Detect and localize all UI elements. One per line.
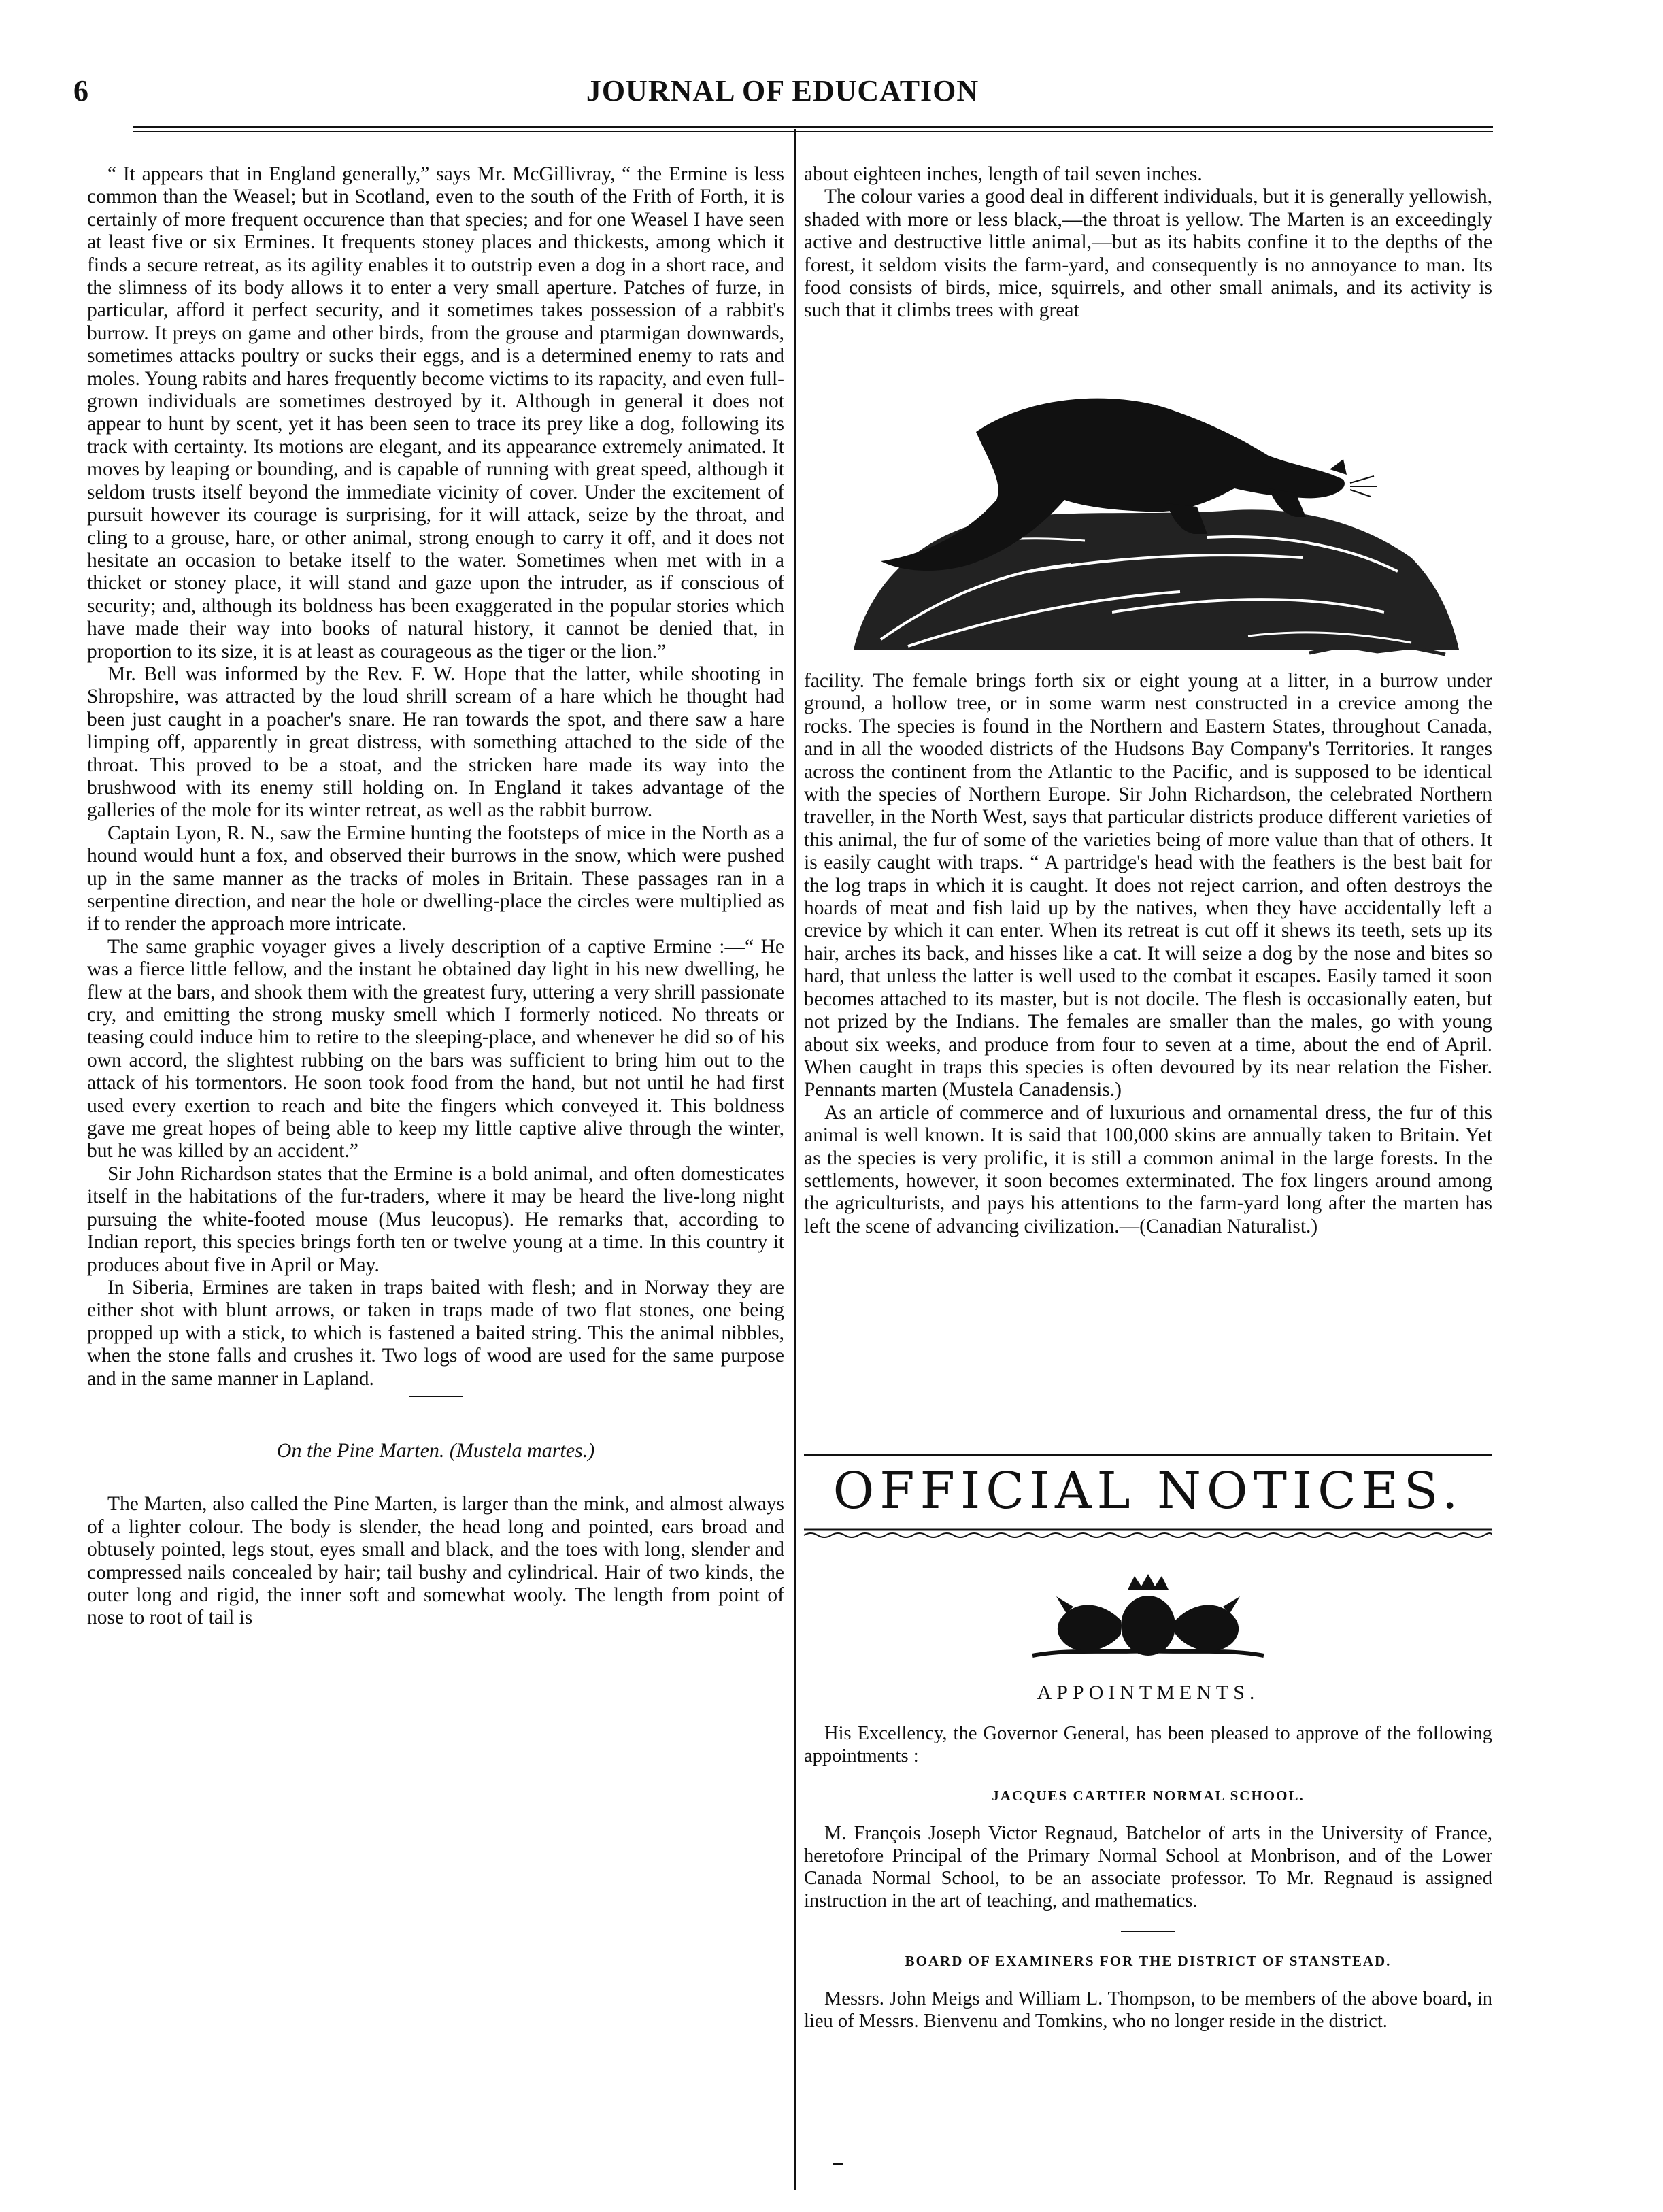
appointments-heading: APPOINTMENTS. xyxy=(1037,1681,1260,1704)
header-rule xyxy=(133,126,1493,128)
header-rule-thin xyxy=(133,131,1493,132)
right-column-middle xyxy=(804,670,1492,1238)
official-top-rule xyxy=(804,1454,1492,1456)
ermine-paragraph-5: Sir John Richardson states that the Ermine is a bold animal, and often domesticates itself in the habitations of the fur-traders, where it may be heard the live-long night pursuing the white-footed mouse (Mus leucopus). He remarks that, according to Indian report, this species brings forth ten or twelve young at a time. In this country it produces about five in April or May. xyxy=(87,1162,784,1276)
ermine-paragraph-4: The same graphic voyager gives a lively description of a captive Ermine :—“ He was a fierce little fellow, and the instant he obtained day light in his new dwelling, he flew at the bars, and shook them with the greatest fury, uttering a very shrill passionate cry, and emitting the strong musky smell which I formerly noticed. No threats or teasing could induce him to retire to the sleeping-place, and whenever he did so of his own accord, the slightest rubbing on the bars was sufficient to bring him out to the attack of his tormentors. He soon took food from the hand, but not until he had first used every exertion to reach and bite the fingers which conveyed it. This boldness gave me great hopes of being able to keep my little captive alive through the winter, but he was killed by an accident.” xyxy=(87,935,784,1162)
official-divider xyxy=(1121,1931,1175,1932)
royal-arms-emblem xyxy=(1026,1573,1271,1661)
official-notices-title: OFFICIAL NOTICES. xyxy=(833,1462,1464,1520)
ermine-paragraph-1: “ It appears that in England generally,” says Mr. McGillivray, “ the Ermine is less common than the Weasel; but in Scotland, even to the south of the Frith of Forth, it is certainly of more frequent occurence than that species; and for one Weasel I have seen at least five or six Ermines. It frequents stoney places and thickests, among which it finds a secure retreat, as its agility enables it to outstrip even a dog in a short race, and the slimness of its body allows it to enter a very small aperture. Patches of furze, in particular, afford it perfect security, and it sometimes takes possession of a rabbit's burrow. It preys on game and other birds, from the grouse and ptarmigan downwards, sometimes attacks poultry or sucks their eggs, and is a determined enemy to rats and moles. Young rabits and hares frequently become victims to its rapacity, and even full-grown individuals are sometimes destroyed by it. Although in general it does not appear to hunt by scent, yet it has been seen to trace its prey like a dog, following its track with certainty. Its motions are elegant, and its appearance extremely animated. It moves by leaping or bounding, and is capable of running with great speed, although it seldom trusts itself beyond the immediate vicinity of cover. Under the excitement of pursuit however its courage is surprising, for it will attack, seize by the throat, and cling to a grouse, hare, or other animal, strong enough to carry it off, and it does not hesitate an occasion to betake itself to the water. Sometimes when met with in a thicket or stoney place, it will stand and gaze upon the intruder, as if conscious of security; and, although its boldness has been exaggerated in the popular stories which have made their way into books of natural history, it cannot be denied that, in proportion to its size, it is at least as courageous as the tiger or the lion.” xyxy=(87,163,784,663)
marten-colour-paragraph: The colour varies a good deal in different individuals, but it is generally yellowish, shaded with more or less black,—the throat is yellow. The Marten is an exceedingly active and destructive little animal,—but as its habits confine it to the depths of the forest, it seldom visits the farm-yard, and consequently is no annoyance to man. Its food consists of birds, mice, squirrels, and other small animals, and its activity is such that it climbs trees with great xyxy=(804,186,1492,322)
wavy-rule xyxy=(804,1527,1492,1539)
marten-habits-paragraph: facility. The female brings forth six or eight young at a litter, in a burrow under ground, a hollow tree, or in some warm nest constructed in a crevice among the rocks. The species is found in the Northern and Eastern States, throughout Canada, and in all the wooded districts of the Hudsons Bay Company's Territories. It ranges across the continent from the Atlantic to the Pacific, and is supposed to be identical with the species of Northern Europe. Sir John Richardson, the celebrated Northern traveller, in the North West, says that particular districts produce different varieties of this animal, the fur of some of the varieties being of more value than that of others. It is easily caught with traps. “ A partridge's head with the feathers is the best bait for the log traps in which it is caught. It does not reject carrion, and often destroys the hoards of meat and fish laid up by the natives, when they have accidentally left a crevice by which it can enter. When its retreat is cut off it shews its teeth, sets up its hair, arches its back, and hisses like a cat. It will seize a dog by the nose and bites so hard, that unless the latter is well used to the combat it escapes. Easily tamed it soon becomes attached to its master, but is not docile. The flesh is occasionally eaten, but not prized by the Indians. The females are smaller than the males, go with young about six weeks, and produce from four to seven at a time, about the end of April. When caught in traps this species is often devoured by its near relation the Fisher. Pennants marten (Mustela Canadensis.) xyxy=(804,670,1492,1101)
page-number: 6 xyxy=(73,74,88,107)
section-divider xyxy=(409,1396,463,1397)
marten-commerce-paragraph: As an article of commerce and of luxurious and ornamental dress, the fur of this animal is well known. It is said that 100,000 skins are annually taken to Britain. Yet as the species is very prolific, it is still a common animal in the large forests. In the settlements, however, it soon becomes exterminated. The fox lingers around among the agriculturists, and pays his attentions to the farm-yard long after the marten has left the scene of advancing civilization.—(Canadian Naturalist.) xyxy=(804,1101,1492,1237)
board-appointment: Messrs. John Meigs and William L. Thompson, to be members of the above board, in lieu of Messrs. Bienvenu and Tomkins, who no longer reside in the district. xyxy=(804,1988,1492,2032)
appointments-intro: His Excellency, the Governor General, has been pleased to approve of the following appointments : xyxy=(804,1723,1492,1766)
appointment-regnaud: M. François Joseph Victor Regnaud, Batchelor of arts in the University of France, heretofore Principal of the Primary Normal School at Monbrison, and of the Lower Canada Normal School, to be an associate professor. To Mr. Regnaud is assigned instruction in the art of teaching, and mathematics. xyxy=(804,1823,1492,1911)
marten-paragraph: The Marten, also called the Pine Marten, is larger than the mink, and almost always of a lighter colour. The body is slender, the head long and pointed, ears broad and obtusely pointed, legs stout, eyes small and black, and the toes with long, slender and compressed nails concealed by hair; tail bushy and cylindrical. Hair of two kinds, the outer long and rigid, the inner soft and somewhat wooly. The length from point of nose to root of tail is xyxy=(87,1493,784,1629)
right-column-top xyxy=(804,163,1492,322)
marten-continued: about eighteen inches, length of tail seven inches. xyxy=(804,163,1203,185)
column-divider xyxy=(794,129,796,2190)
ermine-paragraph-3: Captain Lyon, R. N., saw the Ermine hunting the footsteps of mice in the North as a hound would hunt a fox, and observed their burrows in the snow, which were pushed up in the same manner as the tracks of moles in Britain. These passages ran in a serpentine direction, and near the hole or dwelling-place the circles were multiplied as if to render the approach more intricate. xyxy=(87,822,784,935)
section-title: On the Pine Marten. (Mustela martes.) xyxy=(276,1439,595,1462)
rock-base xyxy=(854,509,1459,654)
official-body xyxy=(804,1722,1492,2032)
page-header xyxy=(73,73,1492,116)
school-heading: JACQUES CARTIER NORMAL SCHOOL. xyxy=(992,1788,1305,1804)
ermine-paragraph-6: In Siberia, Ermines are taken in traps baited with flesh; and in Norway they are either shot with blunt arrows, or taken in traps made of two flat stones, one being propped up with a stick, to which is fastened a baited string. This the animal nibbles, when the stone falls and crushes it. Two logs of wood are used for the same purpose and in the same manner in Lapland. xyxy=(87,1276,784,1390)
official-notices-section xyxy=(804,1454,1492,2032)
bottom-mark xyxy=(833,2163,843,2165)
ermine-paragraph-2: Mr. Bell was informed by the Rev. F. W. Hope that the latter, while shooting in Shropshire, was attracted by the loud shrill scream of a hare which he thought had been just caught in a poacher's snare. He ran towards the spot, and there saw a hare limping off, apparently in great distress, with something attached to the side of the throat. This proved to be a stoat, and the stricken hare made its way into the brushwood with its enemy still holding on. In England it takes advantage of the galleries of the mole for its winter retreat, as well as the rabbit burrow. xyxy=(87,663,784,822)
board-heading: BOARD OF EXAMINERS FOR THE DISTRICT OF STANSTEAD. xyxy=(905,1953,1392,1969)
marten-illustration xyxy=(826,367,1473,663)
journal-title: JOURNAL OF EDUCATION xyxy=(586,74,979,107)
left-column xyxy=(87,163,784,1630)
